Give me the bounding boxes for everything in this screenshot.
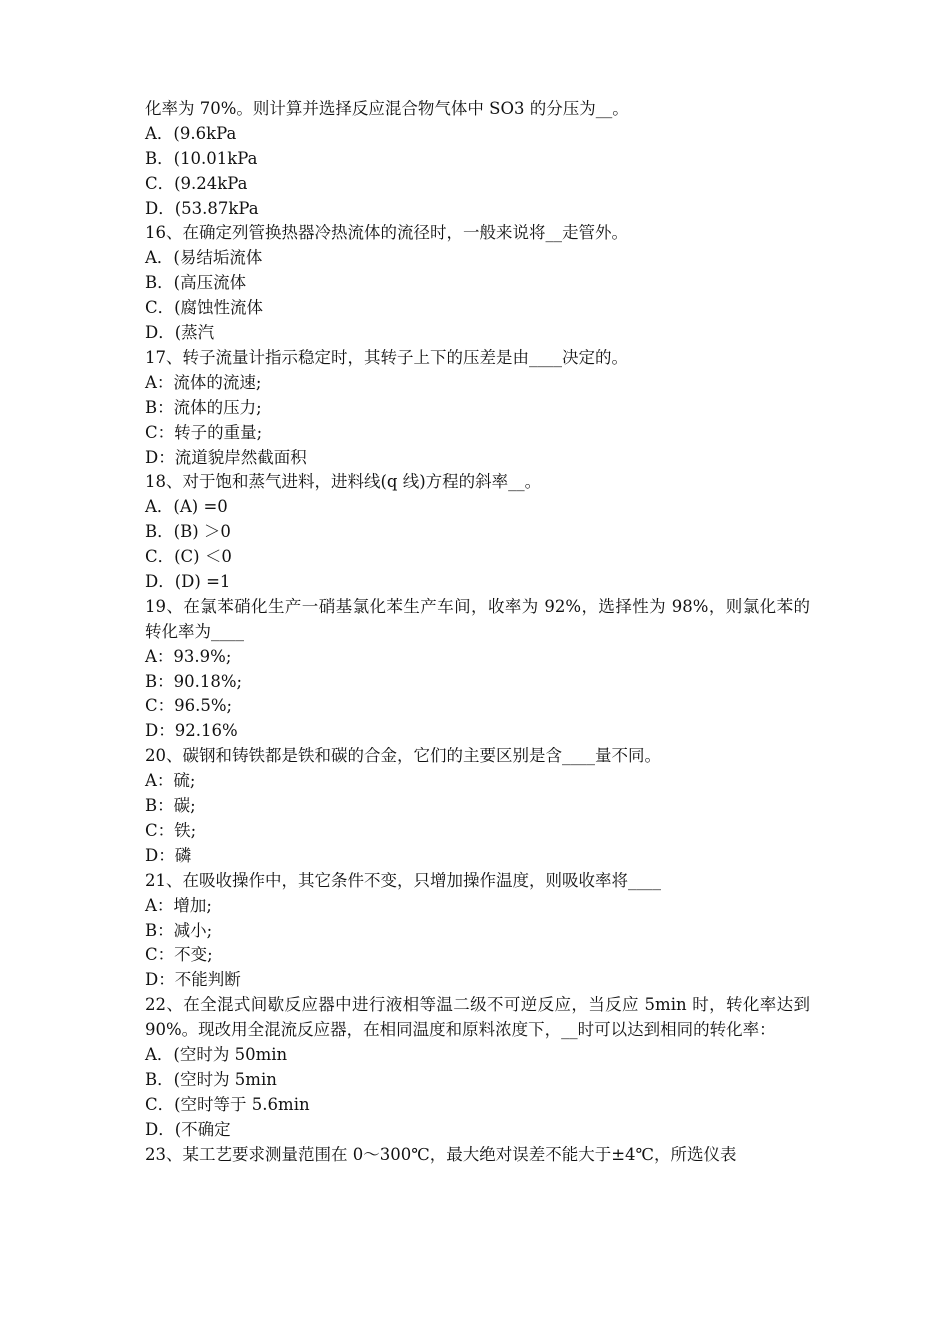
option-d: D：流道貌岸然截面积 (145, 447, 307, 467)
question-text: 19、在氯苯硝化生产一硝基氯化苯生产车间，收率为 92%，选择性为 98%，则氯化苯的转化率为____ (145, 596, 810, 641)
option-a: A：硫; (145, 771, 196, 791)
option-b: B．(空时为 5min (145, 1069, 277, 1089)
question-text: 21、在吸收操作中，其它条件不变，只增加操作温度，则吸收率将____ (145, 870, 661, 890)
option-d: D：不能判断 (145, 970, 241, 990)
question-text: 16、在确定列管换热器冷热流体的流径时，一般来说将__走管外。 (145, 223, 628, 243)
option-d: D．(不确定 (145, 1119, 231, 1139)
question-text: 17、转子流量计指示稳定时，其转子上下的压差是由____决定的。 (145, 347, 628, 367)
document-page (145, 97, 810, 1167)
option-c: C．(空时等于 5.6min (145, 1094, 310, 1114)
option-a: A：增加; (145, 895, 212, 915)
option-a: A：流体的流速; (145, 372, 262, 392)
option-a: A：93.9%; (145, 646, 232, 666)
option-d: D．(53.87kPa (145, 198, 259, 218)
option-a: A．(空时为 50min (145, 1045, 288, 1064)
option-b: B．(B) ＞0 (145, 522, 231, 542)
option-d: D．(D) =1 (145, 571, 231, 591)
question-text: 18、对于饱和蒸气进料，进料线(q 线)方程的斜率__。 (145, 472, 542, 492)
option-d: D．(蒸汽 (145, 323, 215, 343)
option-c: C：铁; (145, 820, 197, 840)
question-block (145, 97, 810, 221)
question-text: 23、某工艺要求测量范围在 0～300℃，最大绝对误差不能大于±4℃，所选仪表 (145, 1144, 737, 1164)
question-block (145, 993, 810, 1142)
option-b: B．(高压流体 (145, 273, 247, 293)
option-c: C．(腐蚀性流体 (145, 298, 264, 318)
option-b: B：90.18%; (145, 671, 243, 691)
question-text: 化率为 70%。则计算并选择反应混合物气体中 SO3 的分压为__。 (145, 99, 629, 118)
option-a: A．(A) =0 (145, 497, 228, 517)
question-text: 20、碳钢和铸铁都是铁和碳的合金，它们的主要区别是含____量不同。 (145, 746, 661, 766)
option-c: C．(9.24kPa (145, 173, 248, 193)
option-a: A．(9.6kPa (145, 123, 237, 143)
option-c: C．(C) ＜0 (145, 547, 232, 567)
question-block (145, 346, 810, 470)
option-b: B：减小; (145, 920, 213, 940)
question-block (145, 1143, 810, 1168)
option-b: B：碳; (145, 796, 196, 816)
option-c: C：96.5%; (145, 696, 233, 716)
option-b: B．(10.01kPa (145, 148, 258, 168)
question-block (145, 744, 810, 868)
option-d: D：92.16% (145, 721, 238, 741)
question-block (145, 595, 810, 744)
option-a: A．(易结垢流体 (145, 248, 263, 268)
question-block (145, 470, 810, 594)
option-b: B：流体的压力; (145, 397, 262, 417)
question-text: 22、在全混式间歇反应器中进行液相等温二级不可逆反应，当反应 5min 时，转化率达到 90%。现改用全混流反应器，在相同温度和原料浓度下，__时可以达到相同的转化率： (145, 995, 810, 1040)
option-c: C：转子的重量; (145, 422, 263, 442)
option-d: D：磷 (145, 845, 192, 865)
question-block (145, 221, 810, 345)
option-c: C：不变; (145, 945, 213, 965)
question-block (145, 869, 810, 993)
